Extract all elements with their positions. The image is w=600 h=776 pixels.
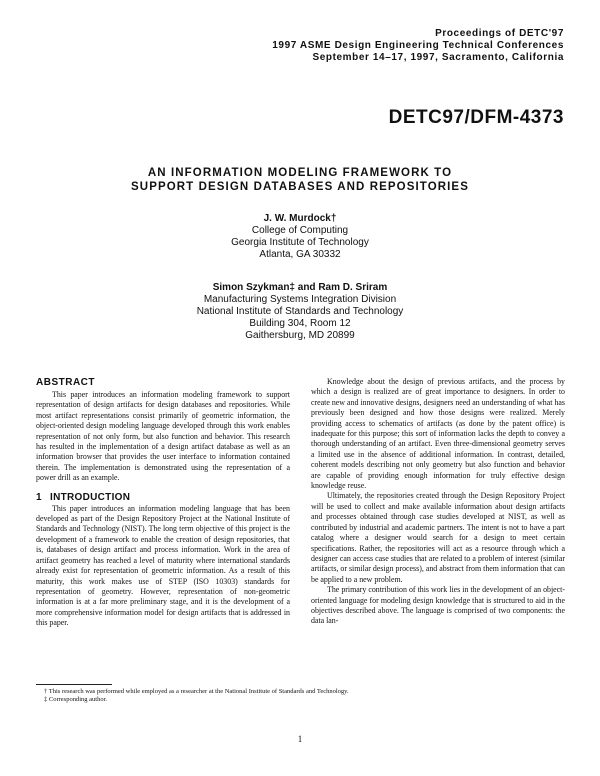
abstract-text: This paper introduces an information modeling framework to support representation of design artifacts for design databases and repositories. While most artifact representations consist primarily of geometric information, the object-oriented design modeling language developed through this work enables representation of not only form, but also function and behavior. This research has resulted in the implementation of a design artifact database as well as an information browser that provides the user interface to information contained therein. The implementation is demonstrated using the representation of a power drill as an example. [36,390,290,483]
author-1-affiliation-line: College of Computing [251,225,349,236]
author-1-affiliation-line: Atlanta, GA 30332 [259,249,341,260]
title-line-2: SUPPORT DESIGN DATABASES AND REPOSITORIES [131,181,469,193]
page-number: 1 [297,734,303,744]
right-column [311,377,565,627]
proceedings-line-3: September 14–17, 1997, Sacramento, California [312,52,564,63]
footnote-rule [36,684,112,685]
title-line-1: AN INFORMATION MODELING FRAMEWORK TO [147,167,453,179]
section-number: 1 [36,491,42,503]
author-2-name: Simon Szykman‡ and Ram D. Sriram [212,282,388,293]
introduction-heading [36,492,290,504]
author-2-affiliation-line: Manufacturing Systems Integration Division [203,294,397,305]
proceedings-line-2: 1997 ASME Design Engineering Technical Conferences [272,40,564,51]
paper-id: DETC97/DFM-4373 [388,107,564,128]
abstract-heading: ABSTRACT [36,377,95,388]
author-1-affiliation-line: Georgia Institute of Technology [231,237,369,248]
body-paragraph: The primary contribution of this work lies in the development of an object-oriented language for modeling design knowledge that is structured to aid in the objectives described above. The language is comprised of two components: the data lan- [311,585,565,626]
left-column [36,377,290,629]
footnote-1: † This research was performed while employed as a researcher at the National Institute of Standards and Technology. [44,688,349,695]
section-title: INTRODUCTION [50,491,131,503]
body-paragraph: Knowledge about the design of previous artifacts, and the process by which a design is realized are of great importance to designers. In order to create new and innovative designs, designers need an understanding of what has previously been designed and how those designs were realized. Merely providing access to schematics of artifacts (as done by the patent office) is inadequate for this purpose; this sort of information lacks the depth to convey a thorough understanding of an artifact. Even three-dimensional geometry serves a limited use in the absence of additional information. In contrast, detailed, coherent models describing not only geometry but also function and behavior are capable of providing enough information for truly effective design knowledge reuse. [311,377,565,491]
author-2-affiliation-line: Gaithersburg, MD 20899 [245,330,355,341]
proceedings-line-1: Proceedings of DETC'97 [435,28,564,39]
author-2-affiliation-line: National Institute of Standards and Technology [196,306,404,317]
introduction-text: This paper introduces an information modeling language that has been developed as part of the Design Repository Project at the National Institute of Standards and Technology (NIST). The long term objective of this project is the development of a framework to enable the creation of design repositories, that is, databases of design artifact and process information. Work in the area of artifact geometry has reached a level of maturity where international standards already exist for representation of geometric information. As a result of this maturity, this work makes use of STEP (ISO 10303) standards for representation of geometry. However, representation of non-geometric information is at a far more preliminary stage, and it is the development of a more comprehensive information model for design artifacts that is addressed in this paper. [36,503,290,628]
author-1-name: J. W. Murdock† [263,213,337,224]
body-paragraph: Ultimately, the repositories created through the Design Repository Project will be used to collect and make available information about design artifacts and processes obtained through case studies developed at NIST, as well as contributed by industrial and academic partners. The intent is not to have a part catalog where a designer would search for a design to meet certain specifications. Rather, the repositories will act as a resource through which a designer can access case studies that are related to a problem of interest (similar artifacts, or similar design process), and abstract from them information that can be applied to a new problem. [311,491,565,584]
footnote-2: ‡ Corresponding author. [44,696,108,703]
author-2-affiliation-line: Building 304, Room 12 [249,318,351,329]
